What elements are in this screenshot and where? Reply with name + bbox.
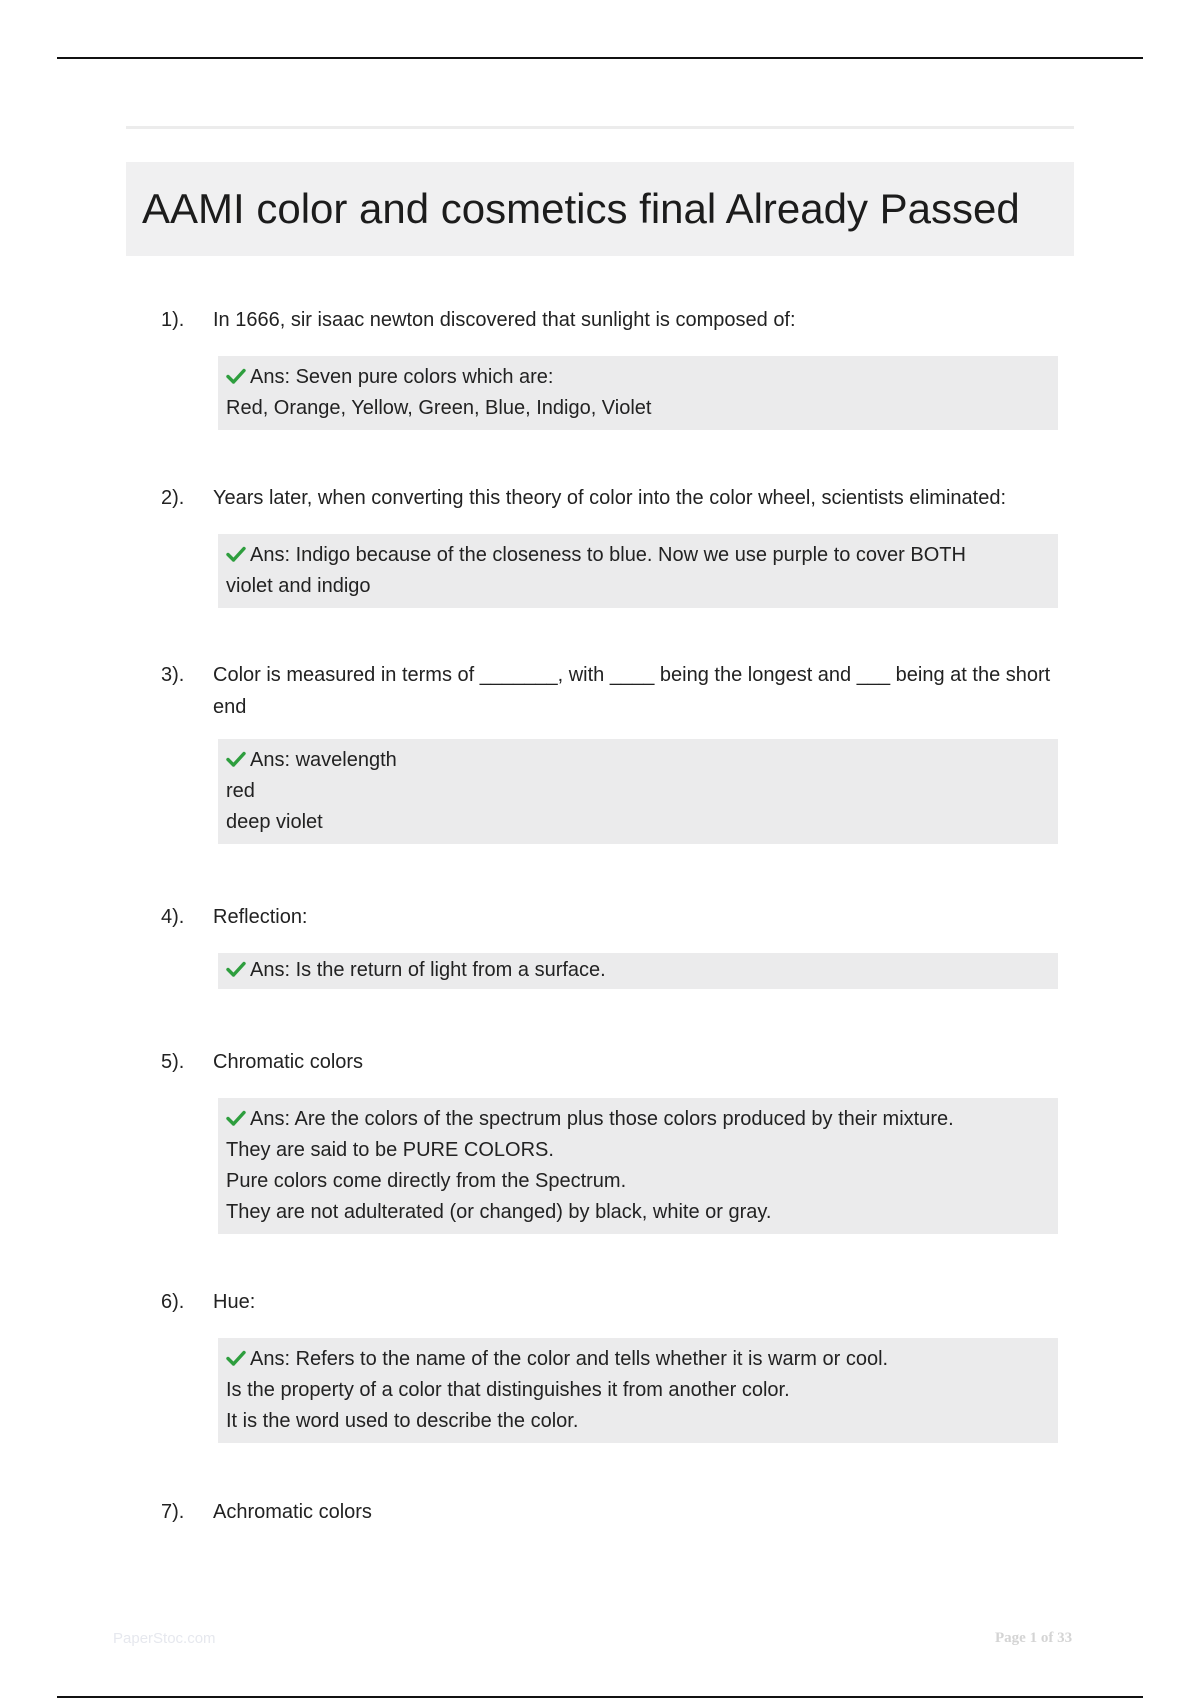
- answer-line: Ans: Refers to the name of the color and tells whether it is warm or cool.: [250, 1348, 889, 1370]
- question-number: 4).: [161, 906, 185, 928]
- header-divider: [126, 126, 1074, 129]
- answer-line: They are said to be PURE COLORS.: [226, 1139, 554, 1161]
- question-number: 1).: [161, 309, 185, 331]
- question-text: Chromatic colors: [213, 1051, 364, 1073]
- question-text: In 1666, sir isaac newton discovered that sunlight is composed of:: [213, 309, 796, 331]
- top-rule: [57, 57, 1143, 59]
- question-4: [161, 901, 1061, 989]
- question-3: [161, 659, 1061, 844]
- answer-line: Ans: wavelength: [250, 749, 397, 771]
- question-7: [161, 1496, 1061, 1528]
- answer-line: It is the word used to describe the color.: [226, 1410, 579, 1432]
- check-icon: [226, 1349, 246, 1367]
- question-6: [161, 1286, 1061, 1443]
- question-number: 2).: [161, 487, 185, 509]
- question-text: Reflection:: [213, 906, 308, 928]
- check-icon: [226, 1109, 246, 1127]
- check-icon: [226, 367, 246, 385]
- question-number: 7).: [161, 1501, 185, 1523]
- check-icon: [226, 545, 246, 563]
- question-number: 6).: [161, 1291, 185, 1313]
- answer-line: Ans: Indigo because of the closeness to blue. Now we use purple to cover BOTH: [250, 544, 966, 566]
- answer-box: [218, 356, 1058, 430]
- answer-line: Red, Orange, Yellow, Green, Blue, Indigo, Violet: [226, 397, 652, 419]
- answer-line: Pure colors come directly from the Spectrum.: [226, 1170, 627, 1192]
- question-5: [161, 1046, 1061, 1234]
- question-1: [161, 304, 1061, 430]
- answer-box: [218, 1098, 1058, 1234]
- answer-line: Ans: Are the colors of the spectrum plus those colors produced by their mixture.: [250, 1108, 954, 1130]
- question-2: [161, 482, 1061, 608]
- answer-line: Is the property of a color that distinguishes it from another color.: [226, 1379, 790, 1401]
- check-icon: [226, 960, 246, 978]
- answer-line: Ans: Seven pure colors which are:: [250, 366, 554, 388]
- question-number: 5).: [161, 1051, 185, 1073]
- page-number: Page 1 of 33: [995, 1630, 1073, 1646]
- answer-line: red: [226, 780, 255, 802]
- question-number: 3).: [161, 664, 185, 686]
- bottom-rule: [57, 1696, 1143, 1698]
- answer-line: violet and indigo: [226, 575, 371, 597]
- answer-box: [218, 739, 1058, 844]
- check-icon: [226, 750, 246, 768]
- answer-line: They are not adulterated (or changed) by black, white or gray.: [226, 1201, 772, 1223]
- question-text: Years later, when converting this theory of color into the color wheel, scientists eliminated:: [213, 487, 1007, 509]
- answer-box: [218, 953, 1058, 989]
- answer-line: Ans: Is the return of light from a surface.: [250, 959, 606, 981]
- question-text: Hue:: [213, 1291, 256, 1313]
- answer-box: [218, 534, 1058, 608]
- answer-box: [218, 1338, 1058, 1443]
- answer-line: deep violet: [226, 811, 323, 833]
- question-text: Achromatic colors: [213, 1501, 372, 1523]
- title-box: [126, 162, 1074, 256]
- footer-watermark: PaperStoc.com: [113, 1630, 216, 1647]
- question-text: Color is measured in terms of _______, with ____ being the longest and ___ being at the short end: [213, 664, 1051, 718]
- page-title: AAMI color and cosmetics final Already Passed: [142, 185, 1020, 232]
